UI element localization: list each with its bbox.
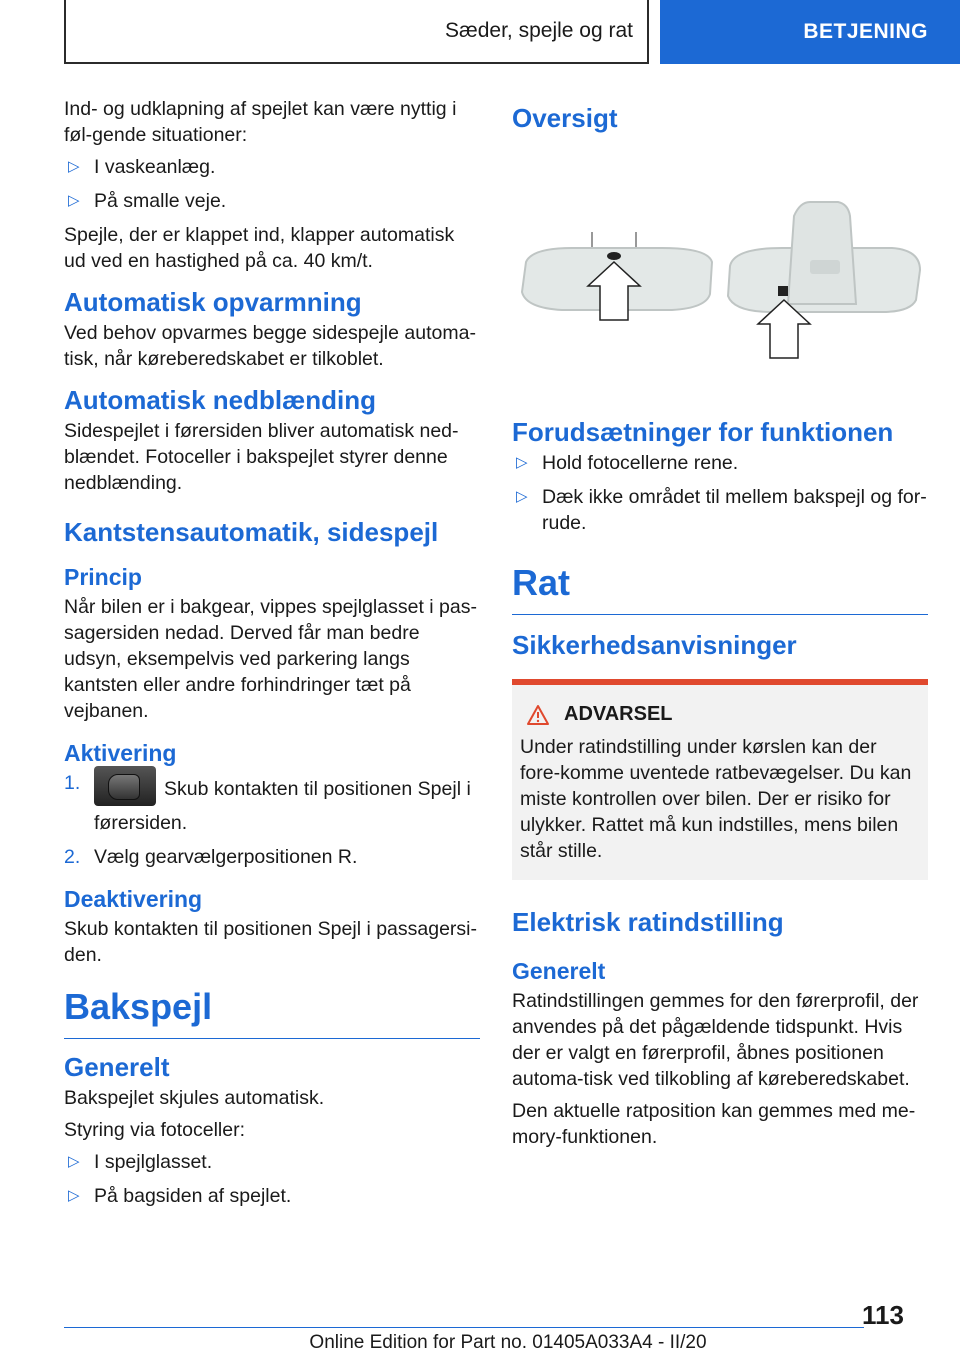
heading-heating: Automatisk opvarmning [64, 287, 362, 317]
rear-mirror-image [512, 136, 928, 386]
edition-text: Online Edition for Part no. 01405A033A4 - II/20 [309, 1332, 707, 1353]
triangle-bullet-icon: ▷ [68, 1153, 80, 1170]
triangle-bullet-icon: ▷ [516, 454, 528, 471]
heading-activation: Aktivering [64, 740, 177, 766]
heading-deactivation: Deaktivering [64, 886, 203, 912]
deactivation-text: Skub kontakten til positionen Spejl i passagersi-den. [64, 918, 477, 966]
header-chapter-tab[interactable] [660, 0, 960, 64]
footer-divider [64, 1327, 864, 1328]
section-title: Sæder, spejle og rat [445, 19, 633, 42]
triangle-bullet-icon: ▷ [516, 488, 528, 505]
principle-text: Når bilen er i bakgear, vippes spejlglasset i pas-sagersiden nedad. Derved får man bedre udsyn, eksempelvis ved parkering langs kantsten eller andre forhindringer tæt på vejbanen. [64, 596, 477, 722]
heading-rear-mirror: Bakspejl [64, 986, 480, 1039]
heading-curb: Kantstensautomatik, sidespejl [64, 517, 439, 547]
left-column [64, 96, 480, 1217]
control-list [64, 1149, 480, 1209]
dimming-text: Sidespejlet i førersiden bliver automatisk ned-blændet. Fotoceller i bakspejlet styrer denne nedblænding. [64, 420, 459, 494]
heating-text: Ved behov opvarmes begge sidespejle automa-tisk, når køreberedskabet er tilkoblet. [64, 322, 476, 370]
heading-general-right: Generelt [512, 958, 606, 984]
warning-triangle-icon [526, 704, 550, 726]
memory-text: Den aktuelle ratposition kan gemmes med me-mory-funktionen. [512, 1100, 916, 1148]
activation-steps [64, 770, 480, 870]
list-item: 2. Vælg gearvælgerpositionen R. [64, 846, 358, 868]
warning-text: Under ratindstilling under kørslen kan der fore-komme uventede ratbevægelser. Du kan miste kontrollen over bilen. Der er risiko for ulykker. Rattet må kun indstilles, mens bilen står stille. [520, 736, 912, 862]
list-item: ▷ Dæk ikke området til mellem bakspejl og for-rude. [516, 486, 927, 534]
warning-box [512, 679, 928, 880]
heading-steering-wheel: Rat [512, 562, 928, 615]
heading-dimming: Automatisk nedblænding [64, 385, 376, 415]
fold-text: Spejle, der er klappet ind, klapper automatisk ud ved en hastighed på ca. 40 km/t. [64, 224, 455, 272]
list-item: ▷ På smalle veje. [68, 190, 227, 212]
general-text: Bakspejlet skjules automatisk. [64, 1087, 325, 1109]
page-number: 113 [862, 1300, 904, 1330]
list-item: ▷ På bagsiden af spejlet. [68, 1185, 292, 1207]
rear-mirror-illustration [512, 136, 928, 396]
triangle-bullet-icon: ▷ [68, 1187, 80, 1204]
intro-text: Ind- og udklapning af spejlet kan være nyttig i føl-gende situationer: [64, 98, 457, 146]
chapter-label: BETJENING [803, 20, 928, 43]
triangle-bullet-icon: ▷ [68, 192, 80, 209]
heading-safety: Sikkerhedsanvisninger [512, 630, 797, 660]
heading-principle: Princip [64, 564, 142, 590]
heading-prerequisites: Forudsætninger for funktionen [512, 417, 894, 447]
heading-overview: Oversigt [512, 103, 618, 133]
list-item: ▷ I vaskeanlæg. [68, 156, 216, 178]
heading-electric-adjust: Elektrisk ratindstilling [512, 907, 784, 937]
list-item: ▷ I spejlglasset. [68, 1151, 213, 1173]
prerequisite-list [512, 450, 928, 536]
warning-title: ADVARSEL [520, 703, 920, 726]
right-column [512, 96, 928, 1156]
mirror-switch-icon [94, 766, 156, 806]
general-right-text: Ratindstillingen gemmes for den førerprofil, der anvendes på det pågældende tidspunkt. Hvis der er valgt en førerprofil, åbnes positionen automa-tisk ved tilkobling af køreberedskabet. [512, 990, 919, 1090]
control-text: Styring via fotoceller: [64, 1119, 245, 1141]
triangle-bullet-icon: ▷ [68, 158, 80, 175]
heading-general: Generelt [64, 1052, 170, 1082]
header-section-title [64, 0, 649, 64]
list-item: 1. Skub kontakten til positionen Spejl i førersiden. [64, 770, 480, 836]
intro-list [64, 154, 480, 214]
list-item: ▷ Hold fotocellerne rene. [516, 452, 739, 474]
